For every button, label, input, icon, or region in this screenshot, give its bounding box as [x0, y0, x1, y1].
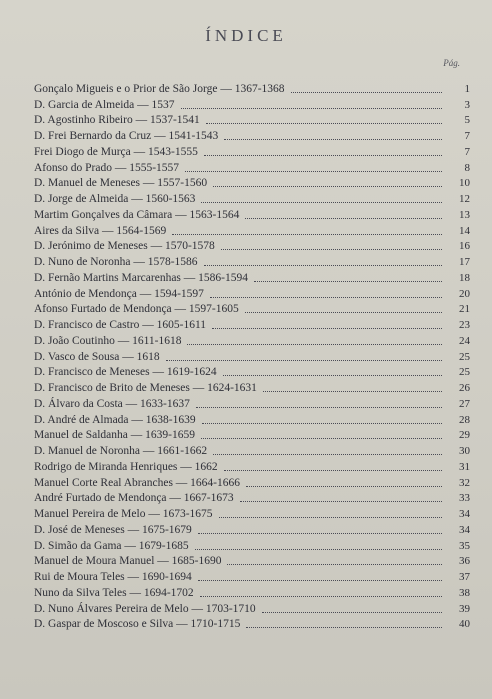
toc-entry — [34, 474, 470, 490]
toc-entry-page: 33 — [459, 492, 470, 505]
toc-entry-title: Rui de Moura Teles — 1690-1694 — [34, 571, 192, 583]
toc-entry-title: D. Francisco de Castro — 1605-1611 — [34, 319, 207, 331]
toc-entry — [34, 395, 470, 411]
toc-entry — [34, 301, 470, 317]
dot-leader — [198, 532, 442, 534]
toc-entry-page: 23 — [459, 319, 470, 331]
dot-leader — [201, 437, 442, 439]
toc-entry-page: 27 — [459, 397, 470, 410]
toc-entry — [34, 285, 470, 301]
toc-entry — [34, 316, 470, 332]
toc-entry-page: 10 — [459, 177, 470, 190]
toc-entry-title: Gonçalo Migueis e o Prior de São Jorge — 1367-1368 — [34, 82, 285, 95]
toc-entry-page: 31 — [459, 460, 470, 473]
toc-entry — [34, 442, 470, 458]
toc-entry — [34, 411, 470, 427]
toc-entry — [34, 553, 470, 569]
toc-entry-page: 25 — [459, 350, 470, 363]
toc-entry-title: D. Nuno de Noronha — 1578-1586 — [34, 256, 198, 268]
toc-entry — [34, 600, 470, 616]
toc-entry — [34, 206, 470, 222]
toc-entry-title: D. André de Almada — 1638-1639 — [34, 413, 196, 426]
dot-leader — [195, 548, 442, 550]
toc-entry-page: 7 — [464, 130, 470, 142]
toc-entry-page: 40 — [459, 618, 470, 631]
toc-entry — [34, 127, 470, 143]
toc-entry-title: D. Francisco de Meneses — 1619-1624 — [34, 366, 217, 379]
toc-entry-title: D. Francisco de Brito de Meneses — 1624-1631 — [34, 382, 257, 394]
toc-entry-page: 36 — [459, 555, 470, 568]
toc-entry-title: D. Vasco de Sousa — 1618 — [34, 350, 160, 363]
toc-entry-page: 34 — [459, 508, 470, 520]
dot-leader — [181, 107, 442, 109]
dot-leader — [245, 311, 442, 313]
toc-entry-page: 13 — [459, 208, 470, 221]
toc-entry — [34, 190, 470, 206]
toc-entry-page: 12 — [459, 193, 470, 205]
dot-leader — [291, 91, 442, 93]
toc-entry — [34, 505, 470, 521]
toc-entry — [34, 332, 470, 348]
toc-entry-title: D. Gaspar de Moscoso e Silva — 1710-1715 — [34, 618, 241, 631]
toc-entry — [34, 175, 470, 191]
toc-entry-title: Frei Diogo de Murça — 1543-1555 — [34, 145, 198, 158]
toc-entry-title: D. Simão da Gama — 1679-1685 — [34, 539, 189, 552]
dot-leader — [254, 280, 442, 282]
toc-entry-page: 3 — [464, 98, 470, 111]
toc-entry — [34, 159, 470, 175]
toc-entry — [34, 269, 470, 285]
toc-entry-title: Rodrigo de Miranda Henriques — 1662 — [34, 460, 218, 473]
toc-entry-title: Martim Gonçalves da Câmara — 1563-1564 — [34, 208, 240, 221]
toc-entry — [34, 379, 470, 395]
dot-leader — [198, 579, 442, 581]
toc-entry-page: 20 — [459, 287, 470, 300]
toc-entry — [34, 112, 470, 128]
toc-entry-page: 26 — [459, 382, 470, 394]
toc-entry-page: 28 — [459, 413, 470, 426]
toc-entry-title: Manuel Corte Real Abranches — 1664-1666 — [34, 476, 240, 489]
toc-entry-title: D. José de Meneses — 1675-1679 — [34, 523, 192, 536]
toc-entry-page: 29 — [459, 429, 470, 442]
toc-entry-title: D. João Coutinho — 1611-1618 — [34, 334, 182, 347]
toc-entry-page: 35 — [459, 539, 470, 552]
toc-entry-page: 32 — [459, 476, 470, 489]
dot-leader — [263, 390, 442, 392]
toc-entry-title: Manuel de Saldanha — 1639-1659 — [34, 429, 195, 442]
dot-leader — [196, 406, 442, 408]
dot-leader — [166, 359, 442, 361]
toc-entry — [34, 238, 470, 254]
toc-entry-title: Afonso Furtado de Mendonça — 1597-1605 — [34, 303, 239, 316]
dot-leader — [187, 343, 442, 345]
toc-entry — [34, 490, 470, 506]
toc-entry — [34, 143, 470, 159]
toc-entry-title: D. Jerónimo de Meneses — 1570-1578 — [34, 240, 215, 253]
toc-entry — [34, 364, 470, 380]
toc-entry-title: Nuno da Silva Teles — 1694-1702 — [34, 586, 194, 599]
dot-leader — [172, 233, 442, 235]
toc-entry — [34, 253, 470, 269]
dot-leader — [213, 453, 442, 455]
toc-entry-title: D. Agostinho Ribeiro — 1537-1541 — [34, 114, 200, 127]
toc-entry — [34, 427, 470, 443]
dot-leader — [262, 611, 442, 613]
dot-leader — [213, 185, 442, 187]
dot-leader — [206, 122, 442, 124]
dot-leader — [202, 422, 442, 424]
toc-entry-page: 30 — [459, 445, 470, 457]
dot-leader — [204, 154, 442, 156]
toc-entry-title: D. Fernão Martins Marcarenhas — 1586-1594 — [34, 271, 248, 284]
toc-entry-title: D. Jorge de Almeida — 1560-1563 — [34, 193, 196, 205]
toc-entry-title: Aires da Silva — 1564-1569 — [34, 224, 167, 237]
toc-entry-page: 24 — [459, 334, 470, 347]
dot-leader — [246, 626, 442, 628]
dot-leader — [227, 563, 442, 565]
toc-entry-title: D. Garcia de Almeida — 1537 — [34, 98, 175, 111]
toc-entry — [34, 568, 470, 584]
dot-leader — [240, 500, 442, 502]
toc-entry — [34, 348, 470, 364]
toc-entry-page: 21 — [459, 303, 470, 316]
toc-entry-page: 5 — [464, 114, 470, 127]
dot-leader — [212, 327, 442, 329]
dot-leader — [245, 217, 442, 219]
table-of-contents — [34, 80, 470, 631]
page-column-header: Pág. — [443, 58, 460, 68]
toc-entry-title: António de Mendonça — 1594-1597 — [34, 287, 204, 300]
dot-leader — [200, 595, 442, 597]
dot-leader — [204, 264, 442, 266]
dot-leader — [223, 374, 442, 376]
toc-entry-title: D. Nuno Álvares Pereira de Melo — 1703-1710 — [34, 602, 256, 615]
toc-entry-title: D. Manuel de Meneses — 1557-1560 — [34, 177, 208, 190]
toc-entry-title: Manuel de Moura Manuel — 1685-1690 — [34, 555, 222, 568]
dot-leader — [224, 138, 442, 140]
toc-entry-page: 16 — [459, 240, 470, 253]
toc-entry-page: 1 — [464, 82, 470, 95]
toc-entry-title: D. Manuel de Noronha — 1661-1662 — [34, 445, 208, 457]
toc-entry-title: D. Frei Bernardo da Cruz — 1541-1543 — [34, 130, 219, 142]
dot-leader — [221, 248, 442, 250]
toc-entry — [34, 616, 470, 632]
toc-entry-page: 39 — [459, 602, 470, 615]
toc-entry-page: 18 — [459, 271, 470, 284]
toc-entry-page: 38 — [459, 586, 470, 599]
toc-entry-page: 8 — [464, 161, 470, 174]
dot-leader — [210, 296, 442, 298]
toc-entry — [34, 96, 470, 112]
dot-leader — [224, 469, 442, 471]
toc-entry-title: Manuel Pereira de Melo — 1673-1675 — [34, 508, 213, 520]
toc-entry-title: André Furtado de Mendonça — 1667-1673 — [34, 492, 234, 505]
toc-entry — [34, 222, 470, 238]
toc-entry — [34, 80, 470, 96]
toc-entry-page: 17 — [459, 256, 470, 268]
toc-entry-page: 37 — [459, 571, 470, 583]
dot-leader — [219, 516, 442, 518]
toc-entry — [34, 584, 470, 600]
toc-entry — [34, 458, 470, 474]
toc-entry-title: Afonso do Prado — 1555-1557 — [34, 161, 180, 174]
toc-entry — [34, 521, 470, 537]
toc-entry-title: D. Álvaro da Costa — 1633-1637 — [34, 397, 190, 410]
toc-entry — [34, 537, 470, 553]
dot-leader — [246, 485, 442, 487]
toc-entry-page: 25 — [459, 366, 470, 379]
dot-leader — [201, 201, 442, 203]
toc-entry-page: 7 — [464, 145, 470, 158]
dot-leader — [185, 170, 442, 172]
toc-entry-page: 34 — [459, 523, 470, 536]
toc-entry-page: 14 — [459, 224, 470, 237]
page-title: ÍNDICE — [205, 26, 287, 45]
